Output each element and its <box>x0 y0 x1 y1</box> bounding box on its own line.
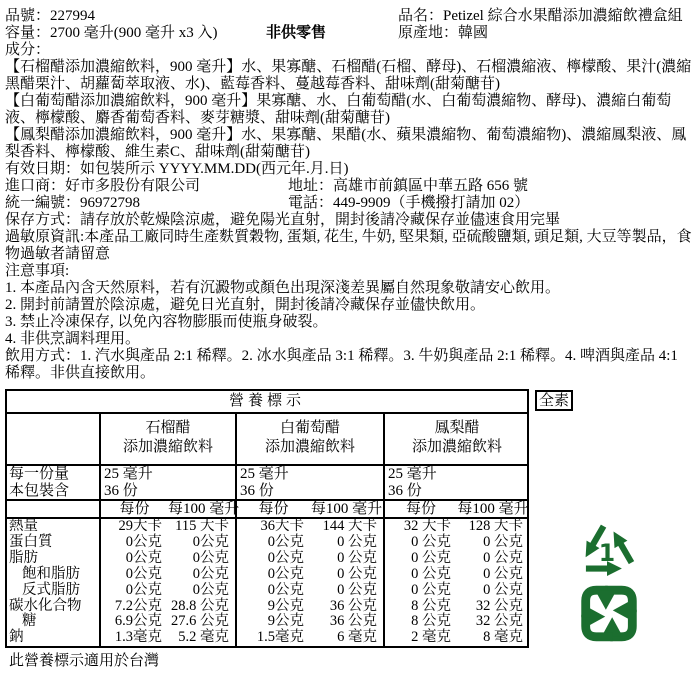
per-serving-header: 每份 <box>405 501 436 517</box>
value: 6 毫克 <box>337 629 377 646</box>
value: 36 公克 <box>329 613 377 630</box>
column-pineapple <box>383 414 529 464</box>
recycle-code-number: 1 <box>598 539 616 568</box>
value: 0公克 <box>192 533 229 550</box>
value: 8 公克 <box>411 597 451 614</box>
row-label-saturated-fat: 飽和脂肪 <box>22 565 80 582</box>
servings-value: 36 份 <box>388 482 422 499</box>
value: 32 公克 <box>475 597 523 614</box>
value: 0 公克 <box>483 565 523 582</box>
per-serving-header: 每份 <box>119 501 150 517</box>
header-row-2 <box>5 25 695 42</box>
note-3: 3. 禁止冷凍保存, 以免內容物膨脹而使瓶身破裂。 <box>5 314 328 330</box>
value: 0公克 <box>267 581 304 598</box>
recycling-icons <box>576 511 642 645</box>
unit-headers <box>235 501 383 518</box>
item-number: 品號：227994 <box>5 8 96 24</box>
row-label-sodium: 鈉 <box>9 629 24 646</box>
value: 144 大卡 <box>322 518 377 534</box>
serving-values <box>99 466 235 499</box>
row-label-protein: 蛋白質 <box>9 533 53 550</box>
nutrition-section <box>5 389 695 670</box>
volume: 容量：2700 毫升(900 毫升 x3 入) <box>5 25 218 41</box>
value: 2 毫克 <box>411 629 451 646</box>
value: 8 公克 <box>411 613 451 630</box>
servings-value: 36 份 <box>104 482 138 499</box>
value: 8 毫克 <box>483 629 523 646</box>
vegan-badge: 全素 <box>535 390 573 411</box>
value: 0公克 <box>267 565 304 582</box>
value: 6.9公克 <box>114 613 162 630</box>
value: 32 公克 <box>475 613 523 630</box>
unit-headers <box>99 501 240 518</box>
value: 1.3毫克 <box>114 629 162 646</box>
value: 0公克 <box>125 565 162 582</box>
row-label-trans-fat: 反式脂肪 <box>22 581 80 598</box>
value: 9公克 <box>267 597 304 614</box>
value: 27.6 公克 <box>171 613 229 630</box>
value: 0公克 <box>267 533 304 550</box>
taiwan-recycling-icon <box>576 582 642 645</box>
importer: 進口商：好市多股份有限公司 <box>5 178 201 194</box>
value: 0公克 <box>125 581 162 598</box>
servings-per-pack-label: 本包裝含 <box>9 482 70 499</box>
unit-headers <box>383 501 529 518</box>
empty-unit-cell <box>7 501 99 518</box>
serving-size-label: 每一份量 <box>9 466 70 482</box>
column-subtitle: 添加濃縮飲料 <box>264 439 355 455</box>
value: 0 公克 <box>337 565 377 582</box>
expiry-date: 有效日期：如包裝所示 YYYY.MM.DD(西元年.月.日) <box>5 161 349 177</box>
serving-size-value: 25 毫升 <box>104 466 153 482</box>
product-name: 品名：Petizel 綜合水果醋添加濃縮飲禮盒組 <box>398 8 683 24</box>
origin: 原產地：韓國 <box>398 25 489 41</box>
value: 28.8 公克 <box>171 597 229 614</box>
value: 5.2 毫克 <box>178 629 229 646</box>
value: 128 大卡 <box>468 518 523 534</box>
value: 0公克 <box>192 565 229 582</box>
nutrition-footnote: 此營養標示適用於台灣 <box>9 653 160 670</box>
value: 0 公克 <box>411 565 451 582</box>
value: 0公克 <box>192 549 229 566</box>
serving-row <box>7 464 527 499</box>
serving-values <box>383 466 529 499</box>
serving-size-value: 25 毫升 <box>388 466 437 482</box>
servings-value: 36 份 <box>240 482 274 499</box>
serving-values <box>235 466 383 499</box>
storage-instructions: 保存方式：請存放於乾燥陰涼處，避免陽光直射，開封後請冷藏保存並儘速食用完畢 <box>5 212 561 228</box>
value: 36 公克 <box>329 597 377 614</box>
column-subtitle: 添加濃縮飲料 <box>122 439 213 455</box>
values-pomegranate <box>99 519 235 646</box>
recycle-pet1-icon <box>576 511 638 579</box>
value: 0公克 <box>192 581 229 598</box>
value: 0 公克 <box>411 549 451 566</box>
ingredient-white-grape: 【白葡萄醋添加濃縮飲料，900 毫升】果寡醣、水、白葡萄醋(水、白葡萄濃縮物、酵母)、濃縮白葡萄液、檸檬酸、麝香葡萄香料、麥芽糖漿、甜味劑(甜菊醣苷) <box>5 93 672 126</box>
value: 7.2公克 <box>114 597 162 614</box>
value: 0 公克 <box>483 581 523 598</box>
value: 0 公克 <box>483 549 523 566</box>
uniform-number: 統一編號：96972798 <box>5 195 141 211</box>
per-serving-header: 每份 <box>258 501 289 517</box>
values-white-grape <box>235 519 383 646</box>
value: 9公克 <box>267 613 304 630</box>
column-subtitle: 添加濃縮飲料 <box>411 439 502 455</box>
phone: 電話：449-9909（手機撥打請加 02） <box>288 195 530 211</box>
nutrition-table <box>5 389 529 648</box>
per-100ml-header: 每100 毫升 <box>457 501 529 517</box>
note-4: 4. 非供烹調料理用。 <box>5 331 141 347</box>
ingredient-pomegranate: 【石榴醋添加濃縮飲料，900 毫升】水、果寡醣、石榴醋(石榴、酵母)、石榴濃縮液、檸檬酸、果汁(濃縮黑醋栗汁、胡蘿蔔萃取液、水)、藍莓香料、蔓越莓香料、甜味劑(甜菊醣苷) <box>5 59 692 92</box>
per-100ml-header: 每100 毫升 <box>168 501 240 517</box>
allergen-info: 過敏原資訊:本產品工廠同時生產麩質穀物, 蛋類, 花生, 牛奶, 堅果類, 亞硫酸鹽類, 頭足類, 大豆等製品，食物過敏者請留意 <box>5 229 692 262</box>
not-for-retail-label: 非供零售 <box>266 25 327 41</box>
empty-header-cell <box>7 414 99 464</box>
notes-title: 注意事項: <box>5 263 70 279</box>
serving-size-value: 25 毫升 <box>240 466 289 482</box>
header-row-1 <box>5 8 695 25</box>
value: 0 公克 <box>483 533 523 550</box>
uniform-number-row <box>5 195 695 212</box>
row-label-fat: 脂肪 <box>9 549 38 566</box>
value: 1.5毫克 <box>256 629 304 646</box>
column-name: 石榴醋 <box>145 420 191 436</box>
ingredient-pineapple: 【鳳梨醋添加濃縮飲料，900 毫升】水、果寡醣、果醋(水、蘋果濃縮物、葡萄濃縮物)、濃縮鳳梨液、鳳梨香料、檸檬酸、維生素C、甜味劑(甜菊醣苷) <box>5 127 687 160</box>
address: 地址：高雄市前鎮區中華五路 656 號 <box>288 178 529 194</box>
unit-header-row <box>7 499 527 517</box>
value: 29大卡 <box>118 518 162 534</box>
value: 0 公克 <box>411 581 451 598</box>
row-label-sugar: 糖 <box>22 613 37 630</box>
value: 32 大卡 <box>403 518 451 534</box>
value: 0 公克 <box>337 533 377 550</box>
nutrition-header-row <box>7 412 527 464</box>
serving-labels <box>7 466 99 499</box>
nutrition-title: 營養標示 <box>228 393 305 409</box>
row-label-calories: 熱量 <box>9 518 38 534</box>
nutrient-labels <box>7 519 99 646</box>
value: 0公克 <box>125 549 162 566</box>
row-label-carbohydrate: 碳水化合物 <box>9 597 82 614</box>
column-pomegranate <box>99 414 235 464</box>
column-name: 白葡萄醋 <box>279 420 340 436</box>
value: 36大卡 <box>260 518 304 534</box>
per-100ml-header: 每100 毫升 <box>310 501 383 517</box>
importer-row <box>5 178 695 195</box>
note-1: 1. 本產品內含天然原料，若有沉澱物或顏色出現深淺差異屬自然現象敬請安心飲用。 <box>5 280 561 296</box>
column-white-grape <box>235 414 383 464</box>
value: 0 公克 <box>337 549 377 566</box>
value: 0 公克 <box>411 533 451 550</box>
value: 0公克 <box>125 533 162 550</box>
values-pineapple <box>383 519 529 646</box>
value: 0 公克 <box>337 581 377 598</box>
note-2: 2. 開封前請置於陰涼處，避免日光直射，開封後請冷藏保存並儘快飲用。 <box>5 297 486 313</box>
column-name: 鳳梨醋 <box>434 420 480 436</box>
usage-instructions: 飲用方式：1. 汽水與產品 2:1 稀釋。2. 冰水與產品 3:1 稀釋。3. 牛奶與產品 2:1 稀釋。4. 啤酒與產品 4:1 稀釋。非供直接飲用。 <box>5 348 678 381</box>
nutrition-data <box>7 517 527 646</box>
value: 0公克 <box>267 549 304 566</box>
ingredients-label: 成分： <box>5 42 51 58</box>
value: 115 大卡 <box>175 518 229 534</box>
